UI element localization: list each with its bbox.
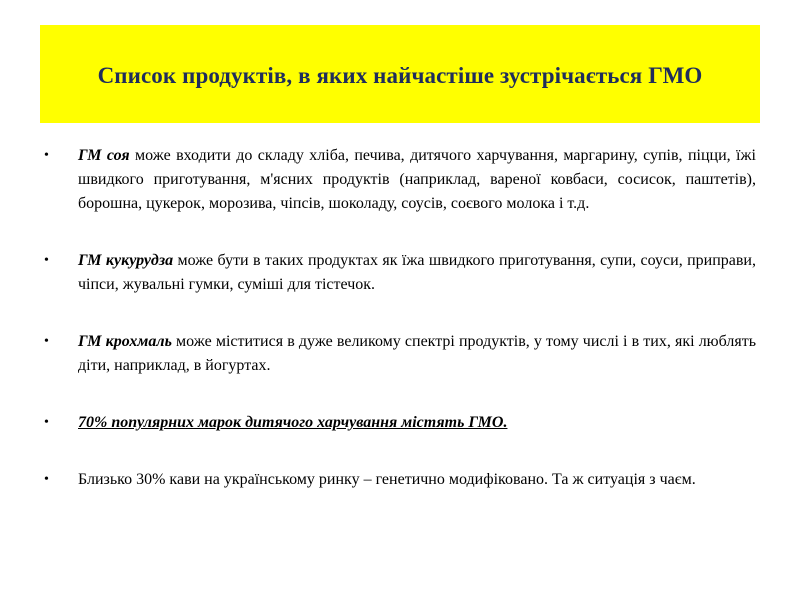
bullet-lead-gm-corn: ГМ кукурудза [78,252,174,269]
bullet-item-gm-corn [44,249,756,297]
bullet-lead-gm-starch: ГМ крохмаль [78,333,172,350]
bullet-text-gm-corn: може бути в таких продуктах як їжа швидкого приготування, супи, соуси, приправи, чіпси, жувальні гумки, суміші для тістечок. [78,252,756,293]
bullet-text-gm-starch: може міститися в дуже великому спектрі продуктів, у тому числі і в тих, які люблять діти, наприклад, в йогуртах. [78,333,757,374]
bullet-item-coffee [44,468,756,492]
slide-title: Список продуктів, в яких найчастіше зустрічається ГМО [97,63,703,88]
bullet-text-coffee: Близько 30% кави на українському ринку – генетично модифіковано. Та ж ситуація з чаєм. [78,471,696,488]
bullet-lead-gm-soy: ГМ соя [78,147,130,164]
bullet-dot: • [44,415,49,430]
bullet-dot: • [44,253,49,268]
title-banner [40,25,760,123]
bullet-dot: • [44,334,49,349]
bullet-dot: • [44,148,49,163]
bullet-list [44,144,756,492]
bullet-emphasis-baby-food: 70% популярних марок дитячого харчування містять ГМО. [78,414,508,431]
bullet-text-gm-soy: може входити до складу хліба, печива, дитячого харчування, маргарину, супів, піцци, їжі швидкого приготування, м'ясних продуктів (наприклад, вареної ковбаси, сосисок, паштетів), борошна, цукерок, морозива, чіпсів, шоколаду, соусів, соєвого молока і т.д. [78,147,756,212]
bullet-dot: • [44,472,49,487]
bullet-item-gm-soy [44,144,756,216]
bullet-item-baby-food [44,411,756,435]
bullet-item-gm-starch [44,330,756,378]
